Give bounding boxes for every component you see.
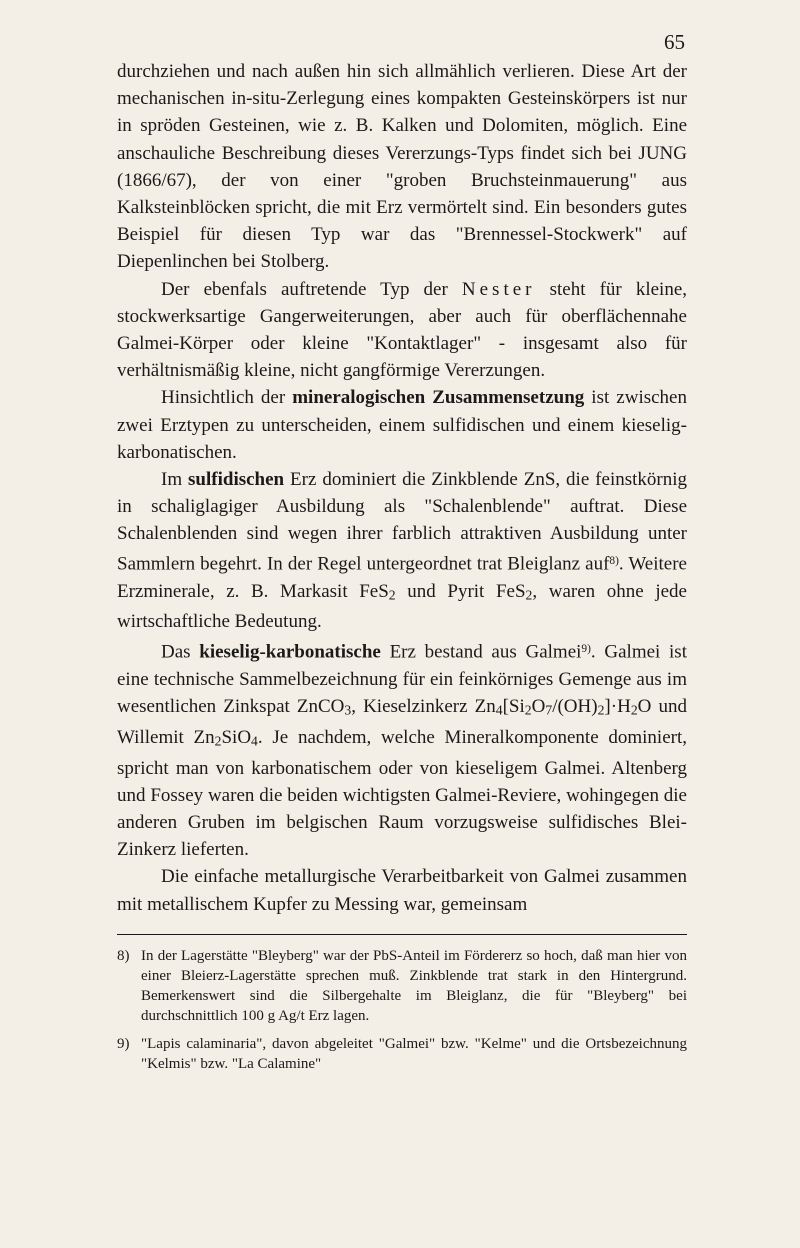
text-run-sub: 2 [214, 733, 222, 749]
text-run: SiO [221, 726, 252, 748]
text-run-sub: 4 [495, 702, 503, 718]
text-run: ist zwischen zwei Erztypen zu unterscheiden, einem sulfidischen und einem kieselig-karbonatischen. [117, 387, 687, 463]
text-run-sub: 2 [630, 702, 638, 718]
body-text [117, 58, 687, 918]
text-run-sub: 4 [251, 733, 258, 749]
body-paragraph [117, 276, 687, 385]
text-run: . Galmei ist eine technische Sammelbezeichnung für ein feinkörniges Gemenge aus im wesentlichen Zinkspat ZnCO [117, 641, 687, 717]
footnote-divider [117, 934, 687, 935]
text-run: Im [161, 469, 189, 491]
text-run-sub: 3 [344, 702, 352, 718]
footnote-9 [117, 1034, 687, 1074]
text-run-sub: 2 [388, 587, 396, 603]
page-number: 65 [664, 30, 685, 54]
text-run-sub: 2 [524, 702, 532, 718]
text-run: . Weitere Erzminerale, z. B. Markasit FeS [117, 553, 687, 602]
text-run-bold: kieselig-karbonatische [199, 641, 381, 663]
body-paragraph [117, 466, 687, 636]
text-run: O und Willemit Zn [117, 695, 687, 748]
text-run: . Je nachdem, welche Mineralkomponente dominiert, spricht man von karbonatischem oder von kieseligem Galmei. Altenberg und Fossey waren die beiden wichtigsten Galmei-Reviere, wohingegen die anderen Gruben im belgischen Raum vorzugsweise sulfidisches Blei-Zinkerz lieferten. [117, 726, 687, 861]
footnote-text: "Lapis calaminaria", davon abgeleitet "Galmei" bzw. "Kelme" und die Ortsbezeichnung "Kelmis" bzw. "La Calamine" [141, 1036, 687, 1072]
text-run: Die einfache metallurgische Verarbeitbarkeit von Galmei zusammen mit metallischem Kupfer zu Messing war, gemeinsam [117, 866, 687, 915]
text-run-sup: 9) [581, 642, 591, 655]
text-run-sub: 2 [597, 702, 605, 718]
text-run: Das [161, 641, 200, 663]
body-paragraph [117, 384, 687, 466]
text-run: [Si [502, 695, 525, 717]
text-run: O [531, 695, 546, 717]
body-paragraph [117, 636, 687, 864]
footnotes [117, 946, 687, 1082]
footnote-text: In der Lagerstätte "Bleyberg" war der PbS-Anteil im Fördererz so hoch, daß man hier von einer Bleierz-Lagerstätte sprechen muß. Zinkblende trat stark in den Hintergrund. Bemerkenswert sind die Silbergehalte im Bleiglanz, die für "Bleyberg" bei durchschnittlich 100 g Ag/t Erz lagen. [141, 948, 687, 1024]
text-run: und Pyrit FeS [395, 580, 526, 602]
text-run-bold: mineralogischen Zusammensetzung [292, 387, 585, 409]
text-run: Der ebenfals auftretende Typ der [161, 278, 462, 300]
text-run: steht für kleine, stockwerksartige Gangerweiterungen, aber auch für oberflächennahe Galmei-Körper oder kleine "Kontaktlager" - insgesamt also für verhältnismäßig kleine, nicht gangförmige Vererzungen. [117, 278, 687, 382]
text-run-sub: 7 [545, 702, 553, 718]
body-paragraph [117, 863, 687, 917]
text-run-spaced: Nester [461, 278, 536, 300]
body-paragraph [117, 58, 687, 276]
text-run-bold: sulfidischen [188, 469, 285, 491]
text-run-sup: 8) [609, 554, 619, 567]
text-run: Hinsichtlich der [161, 387, 293, 409]
text-run: Erz bestand aus Galmei [380, 641, 582, 663]
text-run-sub: 2 [525, 587, 533, 603]
text-run: , Kieselzinkerz Zn [351, 695, 496, 717]
footnote-8 [117, 946, 687, 1026]
text-run: Erz dominiert die Zinkblende ZnS, die feinstkörnig in schaliglagiger Ausbildung als "Schalenblende" auftrat. Diese Schalenblenden sind wegen ihrer farblich attraktiven Ausbildung unter Sammlern begehrt. In der Regel untergeordnet trat Bleiglanz auf [117, 469, 688, 575]
text-run: ]·H [604, 695, 631, 717]
footnote-number: 8) [117, 948, 130, 964]
text-run: /(OH) [552, 695, 598, 717]
text-run: durchziehen und nach außen hin sich allmählich verlieren. Diese Art der mechanischen in-situ-Zerlegung eines kompakten Gesteinskörpers ist nur in spröden Gesteinen, wie z. B. Kalken und Dolomiten, möglich. Eine anschauliche Beschreibung dieses Vererzungs-Typs findet sich bei JUNG (1866/67), der von einer "groben Bruchsteinmauerung" aus Kalksteinblöcken spricht, die mit Erz vermörtelt sind. Ein besonders gutes Beispiel für diesen Typ war das "Brennessel-Stockwerk" auf Diepenlinchen bei Stolberg. [117, 61, 687, 273]
text-run: , waren ohne jede wirtschaftliche Bedeutung. [117, 580, 687, 633]
footnote-number: 9) [117, 1036, 130, 1052]
